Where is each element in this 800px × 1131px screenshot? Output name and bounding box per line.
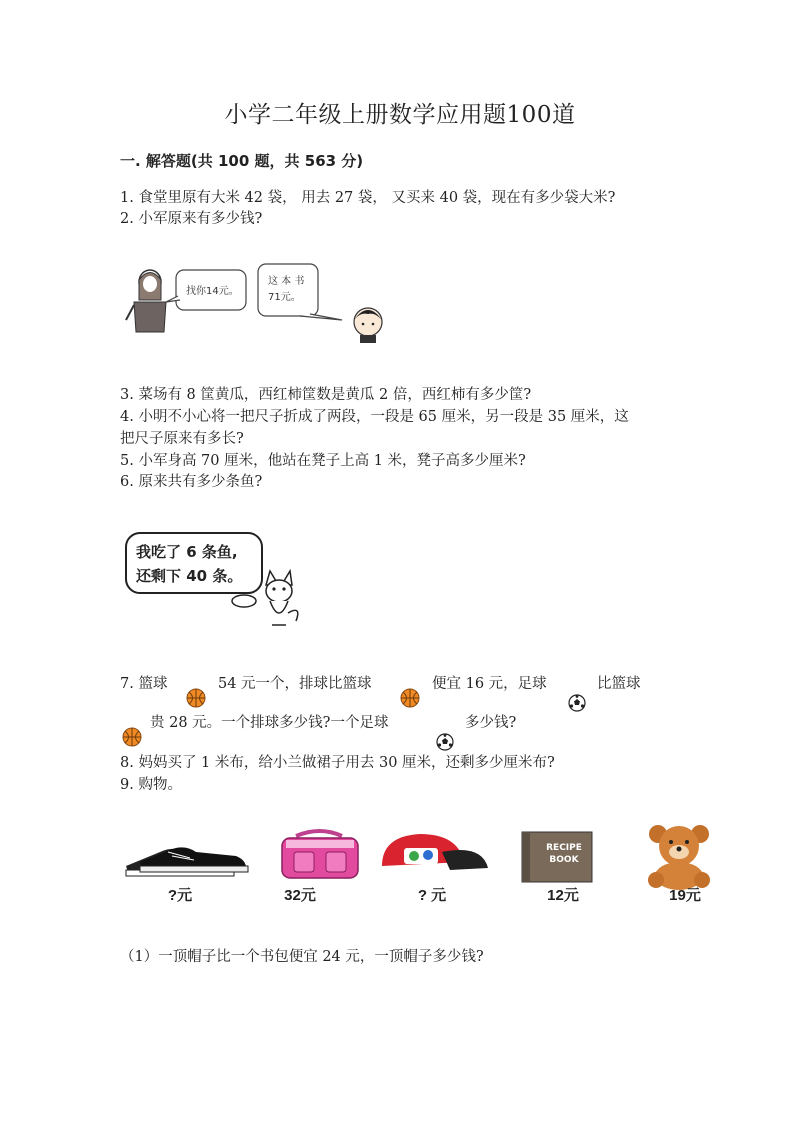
basketball-icon (186, 688, 206, 708)
question-7-part5: 贵 28 元。一个排球多少钱?一个足球 (150, 715, 389, 731)
bubble-right-line2: 71元。 (268, 292, 301, 303)
question-6: 6. 原来共有多少条鱼? (120, 474, 263, 490)
bubble-line2: 还剩下 40 条。 (136, 567, 243, 585)
question-9-sub1: （1）一顶帽子比一个书包便宜 24 元，一顶帽子多少钱? (120, 949, 484, 965)
question-7-part2: 54 元一个，排球比篮球 (218, 676, 372, 692)
book-label-1: RECIPE (546, 843, 582, 853)
boy-figure (354, 308, 382, 343)
question-9: 9. 购物。 (120, 777, 182, 793)
question-2: 2. 小军原来有多少钱? (120, 211, 263, 227)
question-3: 3. 菜场有 8 筐黄瓜，西红柿筐数是黄瓜 2 倍，西红柿有多少筐? (120, 387, 532, 403)
teddy-bear-image (648, 825, 710, 890)
section-heading: 一. 解答题(共 100 题，共 563 分) (120, 152, 364, 170)
price-cap: ? 元 (417, 887, 447, 904)
price-sneakers: ?元 (167, 887, 193, 904)
question-7-part3: 便宜 16 元，足球 (432, 676, 547, 692)
question-4-line2: 把尺子原来有多长? (120, 431, 244, 447)
cat-figure (266, 571, 298, 625)
backpack-image (282, 831, 358, 878)
page-title: 小学二年级上册数学应用题100道 (224, 102, 576, 128)
question-7-part1: 7. 篮球 (120, 676, 168, 692)
book-label-2: BOOK (549, 855, 579, 865)
speech-bubble-left (166, 270, 246, 310)
basketball-icon (400, 688, 420, 708)
question-7-part6: 多少钱? (465, 715, 517, 731)
sneakers-image (126, 847, 248, 876)
price-backpack: 32元 (284, 887, 316, 904)
soccer-ball-icon (568, 694, 586, 712)
soccer-ball-icon (436, 733, 454, 751)
bubble-left-text: 找你14元。 (186, 286, 239, 297)
question-4-line1: 4. 小明不小心将一把尺子折成了两段，一段是 65 厘米，另一段是 35 厘米，这 (120, 409, 629, 425)
figure-q2-dialogue (120, 260, 395, 345)
speech-bubble (126, 533, 262, 607)
recipe-book-image (522, 832, 592, 882)
figure-q6-cat (120, 525, 320, 633)
question-8: 8. 妈妈买了 1 米布，给小兰做裙子用去 30 厘米，还剩多少厘米布? (120, 755, 555, 771)
price-teddy-bear: 19元 (669, 887, 701, 904)
girl-figure (126, 270, 166, 332)
question-7-part4: 比篮球 (597, 676, 641, 692)
bubble-line1: 我吃了 6 条鱼, (136, 543, 238, 561)
price-book: 12元 (547, 887, 579, 904)
bubble-right-line1: 这 本 书 (268, 276, 305, 287)
basketball-icon (122, 727, 142, 747)
cap-image (382, 834, 488, 870)
speech-bubble-right (258, 264, 342, 320)
question-5: 5. 小军身高 70 厘米，他站在凳子上高 1 米，凳子高多少厘米? (120, 453, 526, 469)
question-1: 1. 食堂里原有大米 42 袋， 用去 27 袋， 又买来 40 袋，现在有多少袋大米? (120, 190, 616, 206)
